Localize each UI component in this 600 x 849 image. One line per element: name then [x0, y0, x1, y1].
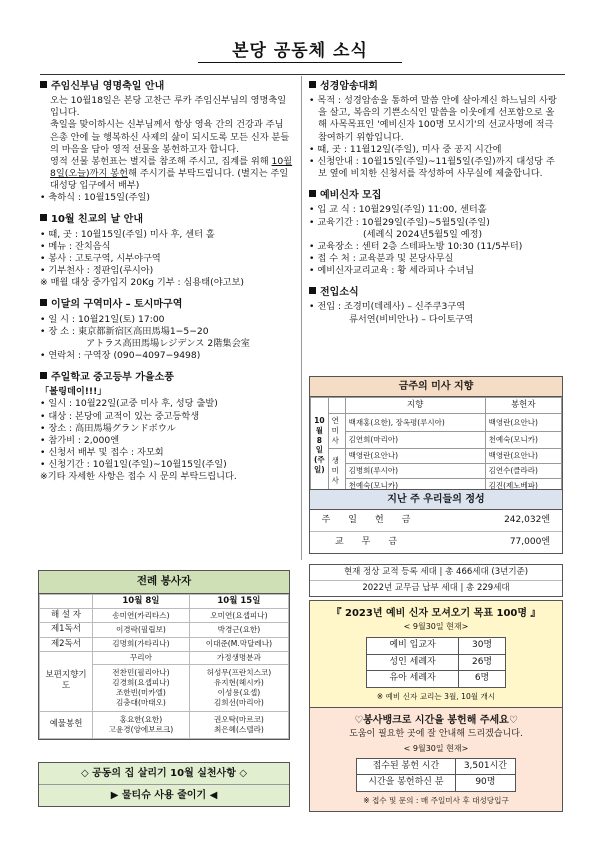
liturgy-person: 권오탁(마르코) [213, 714, 264, 724]
goal-label: 유아 세례자 [367, 671, 459, 688]
bible-item: • 신청안내 : 10월15일(주일)~11월5일(주일)까지 대성당 주보 옆에 비치한 신청서를 작성하여 사무실에 제출합니다. [309, 155, 555, 180]
liturgy-person: 이성용(요셉) [217, 687, 261, 697]
square-bullet-icon [309, 81, 316, 88]
table-row [367, 671, 506, 688]
liturgy-role: 보편지향기 도 [40, 651, 93, 711]
school-quote: 「볼링데이!!!」 [40, 386, 107, 398]
mass-table [310, 397, 562, 494]
table-row [310, 510, 562, 532]
goal-date: < 9월30일 현재> [403, 622, 469, 632]
meal-item: • 때, 곳 : 10월15일(주일) 미사 후, 센터 홀 [40, 228, 215, 240]
liturgy-role: 해 설 자 [40, 609, 93, 623]
liturgy-person-list [93, 664, 190, 711]
bank-value: 90명 [455, 775, 515, 792]
liturgy-person-list [93, 711, 190, 738]
bible-item: • 때, 곳 : 11월12일(주일), 미사 중 공지 시간에 [309, 143, 502, 155]
square-bullet-icon [309, 190, 316, 197]
mass-intent: 백영란(요안나) [345, 449, 485, 464]
liturgy-date: 10월 8일 [93, 594, 190, 608]
liturgy-role: 제2독서 [40, 637, 93, 651]
feast-p1: 오는 10월18일은 본당 고찬근 루카 주임신부님의 영명축일입니다. [50, 95, 287, 119]
catechumen-item: • 교육기간 : 10월29일(주일)~5월5일(주일) [309, 216, 490, 228]
feast-p3-a: 영적 선물 봉헌표는 별지를 참조해 주시고, 집계를 위해 [50, 155, 272, 167]
bank-label: 시간을 봉헌하신 분 [357, 775, 456, 792]
mass-offer: 백영란(요안나) [485, 414, 561, 431]
feast-p2: 축일을 맞이하시는 신부님께서 항상 영육 간의 건강과 주님 은총 안에 늘 행복하신 사제의 삶이 되시도록 모든 신자 분들의 마음을 담아 영적 선물을 봉헌하고자 합니다. [50, 119, 290, 155]
liturgy-person: 최은혜(스텔라) [213, 724, 264, 734]
school-item: ※기타 자세한 사항은 접수 시 문의 부탁드립니다. [40, 471, 237, 483]
meal-item: • 메뉴 : 잔치음식 [40, 240, 111, 252]
square-bullet-icon [40, 214, 47, 221]
top-divider [40, 74, 565, 75]
mass-offer: 김진(제노베파) [485, 478, 561, 493]
school-item: • 대상 : 본당에 교적이 있는 중고등학생 [40, 410, 200, 422]
district-item: • 연락처 : 구역장 (090−4097−9498) [40, 349, 201, 361]
liturgy-role: 예물봉헌 [40, 711, 93, 738]
mass-col-intent: 지향 [345, 398, 485, 414]
time-bank-box [309, 707, 563, 812]
district-section [40, 298, 293, 362]
goal-value: 30명 [459, 637, 506, 654]
table-row [40, 609, 289, 623]
liturgy-person: 이대준(M.막달레나) [189, 637, 288, 651]
mass-date: 10월 8일 (주일) [311, 398, 329, 494]
liturgy-person: 송미연(카리타스) [93, 609, 190, 623]
giving-heading: 지난 주 우리들의 정성 [310, 490, 562, 510]
memo-line: 2022년 교무금 납부 세대 | 총 229세대 [362, 583, 510, 594]
feast-p3-deadline: 10월8일(오늘)까지 봉헌 [50, 155, 293, 180]
goal-value: 6명 [459, 671, 506, 688]
page-title: 본당 공동체 소식 [232, 41, 368, 61]
liturgy-person-list [189, 664, 288, 711]
feast-p3 [40, 156, 293, 192]
practice-box [38, 762, 290, 807]
table-row [40, 623, 289, 637]
mass-offer: 김연수(클라라) [485, 463, 561, 478]
table-row [357, 775, 516, 792]
liturgy-table [39, 594, 289, 739]
bible-section [309, 80, 561, 180]
bank-footnote: ※ 접수 및 문의 : 매 주일미사 후 대성당입구 [363, 796, 509, 806]
column-divider [301, 76, 302, 560]
mass-intent: 김병희(루시아) [345, 463, 485, 478]
meal-item: • 봉사 : 고토구역, 시부야구역 [40, 252, 161, 264]
school-item: • 신청기간 : 10월1일(주일)~10월15일(주일) [40, 459, 227, 471]
liturgy-person: 유지현(헤시카) [213, 677, 264, 687]
liturgy-person-list [189, 711, 288, 738]
meal-heading: 10월 친교의 날 안내 [51, 214, 143, 226]
left-column [40, 80, 293, 483]
practice-heading: ◇ 공동의 집 살리기 10월 실천사항 ◇ [39, 763, 289, 785]
goal-heading: 『 2023년 예비 신자 모셔오기 목표 100명 』 [331, 608, 541, 619]
table-row [311, 463, 562, 478]
liturgy-person: 전찬민(필리아나) [112, 667, 170, 677]
giving-value: 242,032엔 [504, 514, 550, 525]
liturgy-group: 꾸리아 [93, 651, 190, 664]
liturgy-person: 고윤경(앙에보르크) [108, 724, 174, 734]
school-item: • 신청서 배부 및 접수 : 자모회 [40, 446, 164, 458]
bank-label: 접수된 봉헌 시간 [357, 758, 456, 775]
dead-mass-label: 생미사 [328, 449, 345, 494]
mass-col-offer: 봉헌자 [485, 398, 561, 414]
liturgy-person: 이경락(필립보) [93, 623, 190, 637]
transfer-section [309, 286, 561, 325]
giving-box [309, 489, 563, 554]
practice-item: ▶ 물티슈 사용 줄이기 ◀ [110, 790, 218, 802]
square-bullet-icon [309, 287, 316, 294]
feast-section [40, 80, 293, 204]
liturgy-group: 가정생명분과 [189, 651, 288, 664]
liturgy-person: 김경희(요셉피나) [112, 677, 170, 687]
mass-intent: 천예숙(모니카) [345, 478, 485, 493]
feast-celebration: • 축하식 : 10월15일(주일) [40, 192, 150, 204]
giving-value: 77,000엔 [509, 536, 550, 547]
school-item: • 참가비 : 2,000엔 [40, 434, 120, 446]
bank-date: < 9월30일 현재> [403, 744, 469, 754]
bank-description: 도움이 필요한 곳에 잘 안내해 드리겠습니다. [349, 729, 523, 740]
catechumen-item: (세례식 2024년5월5일 예정) [363, 228, 483, 240]
household-memo [309, 564, 563, 597]
district-item: アトラス高田馬場レジデンス 2階集会室 [86, 337, 250, 349]
goal-value: 26명 [459, 654, 506, 671]
giving-label: 교무금 [334, 536, 416, 547]
giving-label: 주일헌금 [321, 514, 429, 525]
memo-line: 현재 정상 교적 등록 세대 | 총 466세대 (3년기준) [310, 565, 562, 581]
liturgy-person: 홍요한(요한) [119, 714, 163, 724]
school-heading: 주일학교 중고등부 가을소풍 [51, 372, 174, 384]
mass-intent: 백재홍(요한), 장옥평(루시아) [345, 414, 485, 431]
catechumen-item: • 입 교 식 : 10월29일(주일) 11:00, 센터홀 [309, 204, 487, 216]
mass-heading: 금주의 미사 지향 [310, 377, 562, 397]
goal-label: 예비 입교자 [367, 637, 459, 654]
transfer-heading: 전입소식 [320, 287, 359, 299]
catechumen-item: • 예비신자교리교육 : 황 세라피나 수녀님 [309, 265, 475, 277]
title-underline [198, 62, 402, 63]
bank-table [356, 758, 516, 793]
square-bullet-icon [40, 81, 47, 88]
feast-heading: 주임신부님 영명축일 안내 [51, 81, 165, 92]
table-row [367, 637, 506, 654]
table-row [40, 651, 289, 664]
liturgy-date: 10월 15일 [189, 594, 288, 608]
district-item: • 장 소 : 東京都新宿区高田馬場1−5−20 [40, 325, 209, 337]
goal-label: 성인 세례자 [367, 654, 459, 671]
table-row [310, 532, 562, 553]
mass-offer: 천예숙(모니카) [485, 431, 561, 448]
liturgy-role: 제1독서 [40, 623, 93, 637]
live-mass-label: 연미사 [328, 414, 345, 449]
liturgy-person: 오미연(요셉피나) [189, 609, 288, 623]
liturgy-box [38, 570, 290, 740]
transfer-item: • 전입 : 조경미(데레사) – 신주쿠3구역 [309, 301, 466, 313]
catechumen-goal-box [309, 600, 563, 708]
school-section [40, 371, 293, 483]
table-row [357, 758, 516, 775]
meal-item: ※ 매월 대상 중가입지 20Kg 기부 : 심용태(야고보) [40, 277, 244, 289]
table-row [311, 431, 562, 448]
school-item: • 일시 : 10월22일(교중 미사 후, 성당 출발) [40, 398, 218, 410]
bible-heading: 성경암송대회 [320, 81, 378, 92]
catechumen-item: • 교육장소 : 센터 2층 스테파노방 10:30 (11/5부터) [309, 240, 523, 252]
feast-p3-b: 해 주시기를 부탁드립니다. (별지는 주일 대성당 입구에서 배부) [50, 168, 289, 192]
catechumen-heading: 예비신자 모집 [320, 190, 382, 202]
liturgy-person: 김충대(마태오) [115, 697, 166, 707]
bible-item: • 목적 : 성경암송을 통하여 말씀 안에 살아계신 하느님의 사랑을 살고, 복음의 기쁜소식인 말씀을 이웃에게 선포함으로 올해 사목목표인 '예비신자 100명 모시기'의 선교사명에 적극 참여하기 위함입니다. [309, 95, 557, 143]
square-bullet-icon [40, 299, 47, 306]
table-row [40, 711, 289, 738]
table-row [311, 414, 562, 431]
transfer-item: 류서연(비비안나) – 다이토구역 [349, 313, 474, 325]
table-row [311, 449, 562, 464]
table-row [367, 654, 506, 671]
liturgy-person: 김희선(마리아) [213, 697, 264, 707]
catechumen-section [309, 189, 561, 277]
mass-intent: 김연희(마리아) [345, 431, 485, 448]
liturgy-heading: 전례 봉사자 [39, 571, 289, 594]
liturgy-person: 박경근(요한) [189, 623, 288, 637]
school-item: • 장소 : 高田馬場グランドボウル [40, 422, 176, 434]
meal-section [40, 213, 293, 289]
mass-intentions-box [309, 376, 563, 495]
catechumen-item: • 접 수 처 : 교육분과 및 본당사무실 [309, 252, 454, 264]
mass-offer: 백영란(요안나) [485, 449, 561, 464]
table-row [40, 637, 289, 651]
liturgy-person: 허성무(프란치스코) [206, 667, 272, 677]
liturgy-person: 조한빈(미카엘) [115, 687, 166, 697]
district-item: • 일 시 : 10월21일(토) 17:00 [40, 313, 165, 325]
liturgy-person: 김명희(가타리나) [93, 637, 190, 651]
square-bullet-icon [40, 372, 47, 379]
district-heading: 이달의 구역미사 – 토시마구역 [51, 299, 183, 311]
goal-table [366, 637, 506, 689]
bank-value: 3,501시간 [455, 758, 515, 775]
meal-item: • 기부천사 : 정판임(루시아) [40, 265, 154, 277]
goal-footnote: ※ 예비 신자 교리는 3월, 10월 개시 [376, 692, 496, 702]
right-column [309, 80, 561, 326]
bank-heading: ♡봉사뱅크로 시간을 봉헌해 주세요♡ [354, 715, 518, 726]
